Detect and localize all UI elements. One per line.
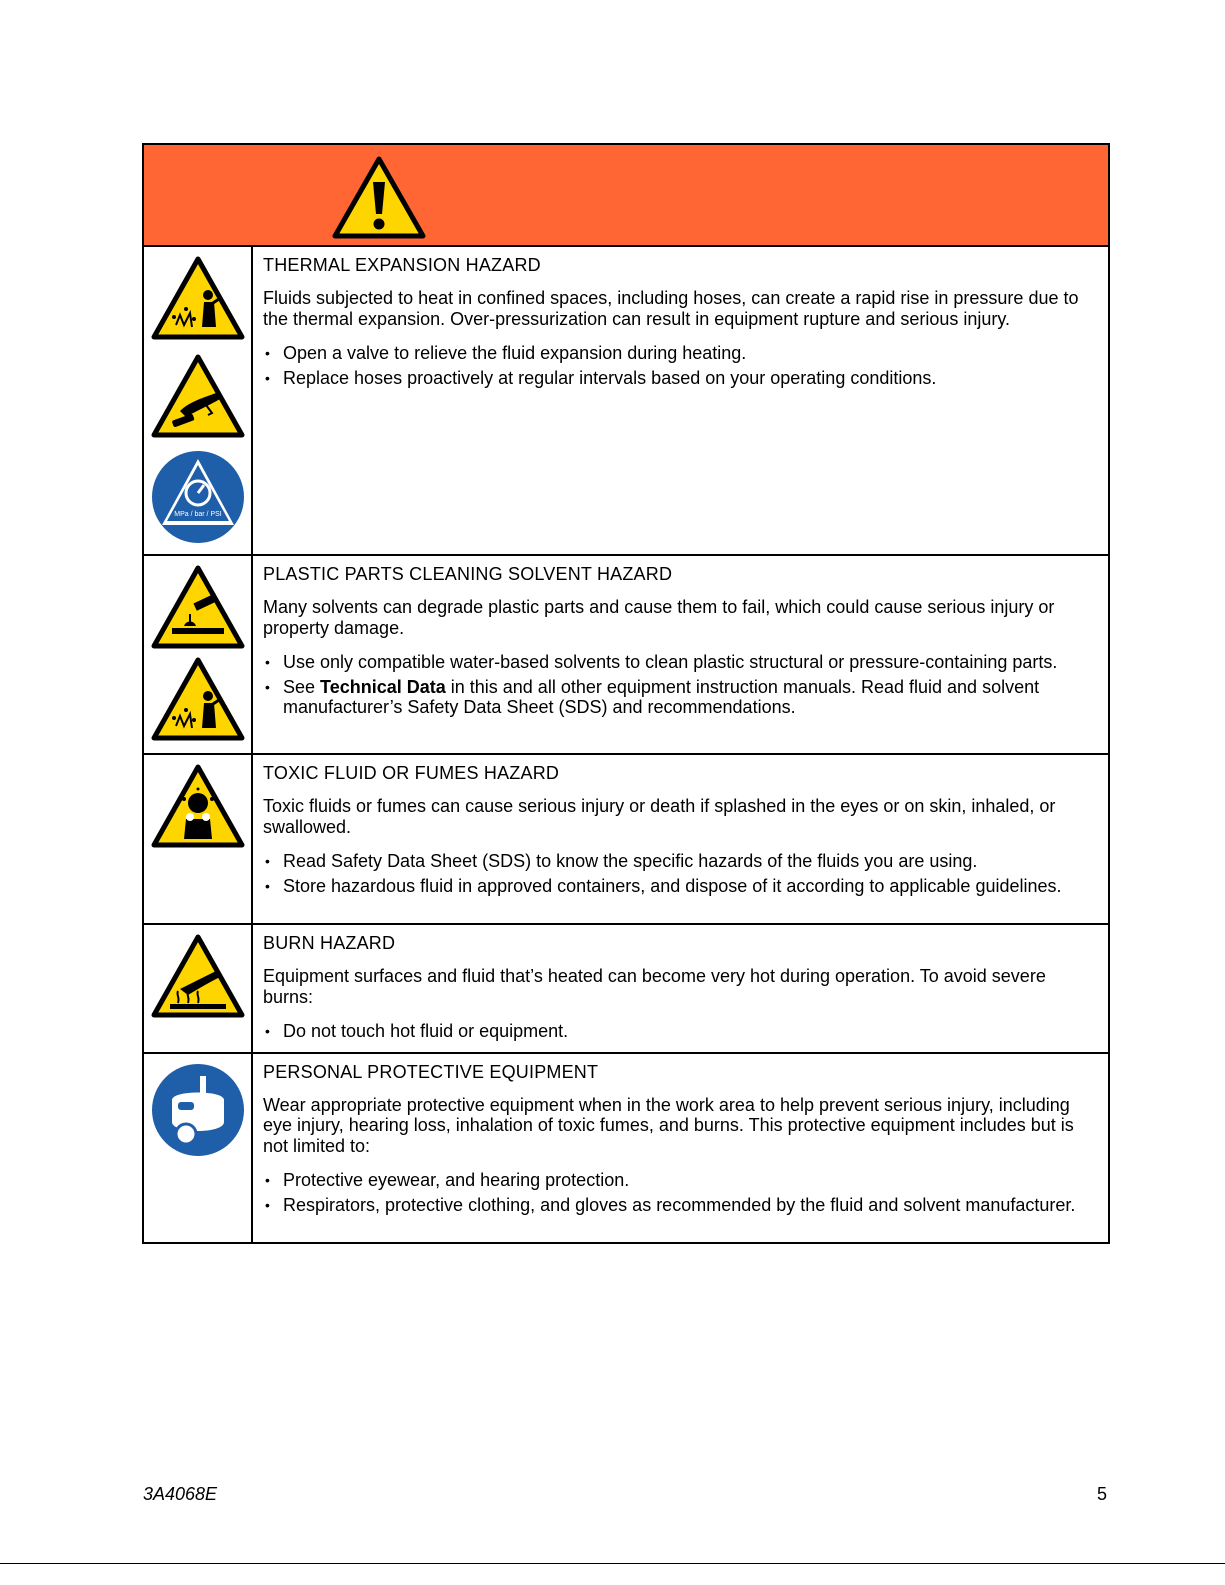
corrosive-icon (150, 564, 246, 650)
hazard-title: PLASTIC PARTS CLEANING SOLVENT HAZARD (263, 564, 673, 584)
list-item: • Read Safety Data Sheet (SDS) to know the specific hazards of the fluids you are using. (263, 851, 1098, 872)
hazard-title: PERSONAL PROTECTIVE EQUIPMENT (263, 1061, 599, 1082)
warning-header (143, 144, 1109, 246)
list-item: • Do not touch hot fluid or equipment. (263, 1021, 1098, 1042)
hazard-description: Equipment surfaces and fluid that’s heated can become very hot during operation. To avoid severe burns: (263, 966, 1046, 1007)
warning-table (142, 143, 1110, 1244)
list-item: • Protective eyewear, and hearing protection. (263, 1170, 1098, 1191)
hazard-row-thermal-expansion (143, 246, 1109, 555)
hazard-title: BURN HAZARD (263, 933, 396, 953)
hazard-icons (143, 555, 252, 754)
hazard-row-toxic (143, 754, 1109, 924)
list-item: • Respirators, protective clothing, and gloves as recommended by the fluid and solvent manufacturer. (263, 1195, 1098, 1216)
hazard-bullets (263, 851, 1098, 896)
pressure-units-text: MPa / bar / PSI (173, 511, 222, 518)
bottom-divider (0, 1563, 1225, 1564)
toxic-fumes-icon (150, 763, 246, 849)
hazard-title: TOXIC FLUID OR FUMES HAZARD (263, 763, 560, 783)
document-number: 3A4068E (143, 1484, 218, 1504)
list-item: • Use only compatible water-based solvents to clean plastic structural or pressure-containing parts. (263, 652, 1098, 673)
ppe-respirator-icon (150, 1062, 246, 1158)
hazard-description: Many solvents can degrade plastic parts and cause them to fail, which could cause serious injury or property damage. (263, 597, 1055, 638)
hazard-icons (143, 246, 252, 555)
hazard-icons (143, 1053, 252, 1243)
list-item: • Replace hoses proactively at regular intervals based on your operating conditions. (263, 368, 1098, 389)
hot-surface-icon (150, 933, 246, 1019)
hazard-bullets (263, 343, 1098, 388)
technical-data-reference: Technical Data (320, 676, 446, 697)
list-item: • Store hazardous fluid in approved containers, and dispose of it according to applicable guidelines. (263, 876, 1098, 897)
hazard-row-burn (143, 924, 1109, 1053)
warning-triangle-icon (331, 154, 427, 240)
list-item (263, 677, 1098, 718)
pressure-relief-icon (150, 449, 246, 545)
list-item-suffix: in this and all other equipment instruction manuals. Read fluid and solvent manufacturer’s Safety Data Sheet (SDS) and recommendations. (283, 676, 1040, 717)
hose-injection-icon (150, 353, 246, 439)
list-item: • Open a valve to relieve the fluid expansion during heating. (263, 343, 1098, 364)
list-item-prefix: See (283, 676, 321, 697)
hazard-title: THERMAL EXPANSION HAZARD (263, 255, 541, 275)
hazard-description: Toxic fluids or fumes can cause serious injury or death if splashed in the eyes or on skin, inhaled, or swallowed. (263, 796, 1056, 837)
hazard-icons (143, 754, 252, 924)
hazard-row-ppe (143, 1053, 1109, 1243)
hazard-icons (143, 924, 252, 1053)
hazard-bullets (263, 1170, 1098, 1215)
splash-hazard-icon (150, 656, 246, 742)
splash-hazard-icon (150, 255, 246, 341)
hazard-row-solvent (143, 555, 1109, 754)
page-number: 5 (1097, 1484, 1108, 1504)
hazard-bullets (263, 652, 1098, 718)
hazard-bullets (263, 1021, 1098, 1042)
hazard-description: Fluids subjected to heat in confined spaces, including hoses, can create a rapid rise in pressure due to the thermal expansion. Over-pressurization can result in equipment rupture and serious injury. (263, 288, 1079, 329)
hazard-description: Wear appropriate protective equipment when in the work area to help prevent serious injury, including eye injury, hearing loss, inhalation of toxic fumes, and burns. This protective equipment includes but is not limited to: (263, 1094, 1074, 1156)
